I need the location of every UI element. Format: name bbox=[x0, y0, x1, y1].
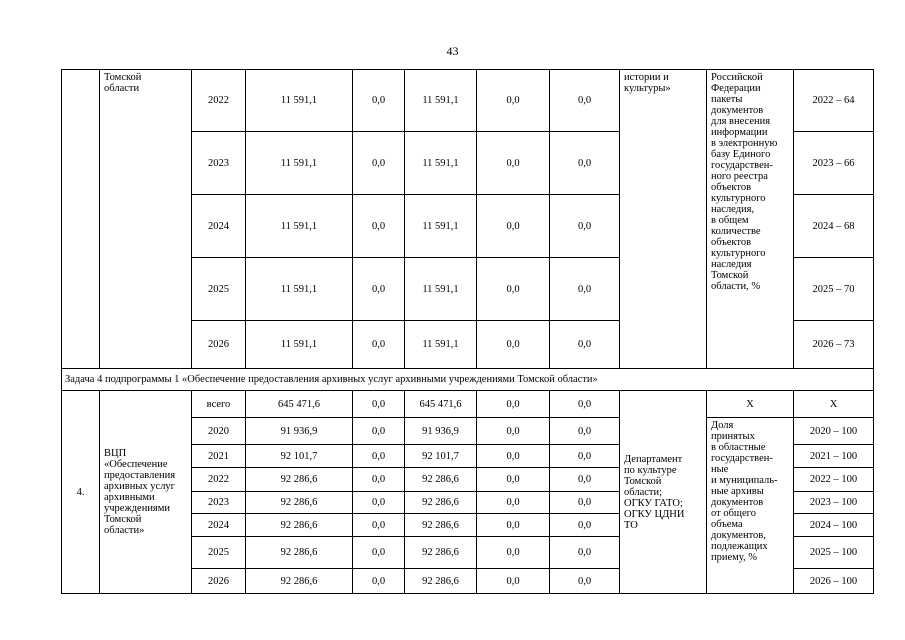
other-cell: 0,0 bbox=[550, 195, 620, 258]
federal-cell: 0,0 bbox=[353, 70, 405, 132]
municipal-cell: 0,0 bbox=[477, 569, 550, 594]
total-cell: 11 591,1 bbox=[246, 132, 353, 195]
municipal-cell: 0,0 bbox=[477, 445, 550, 468]
indicator-cell: Доля принятых в областные государствен- ные и муниципаль- ные архивы документов от общего объема документов, подлежащих приему, % bbox=[707, 418, 794, 594]
other-cell: 0,0 bbox=[550, 70, 620, 132]
other-cell: 0,0 bbox=[550, 258, 620, 321]
total-cell: 11 591,1 bbox=[246, 258, 353, 321]
regional-cell: 11 591,1 bbox=[405, 321, 477, 369]
regional-cell: 92 101,7 bbox=[405, 445, 477, 468]
municipal-cell: 0,0 bbox=[477, 492, 550, 514]
executor-cell: Департамент по культуре Томской области; ОГКУ ГАТО; ОГКУ ЦДНИ ТО bbox=[620, 391, 707, 594]
indicator-x-cell: Х bbox=[707, 391, 794, 418]
number-cell bbox=[62, 70, 100, 369]
year-cell: 2024 bbox=[192, 195, 246, 258]
total-cell: 92 286,6 bbox=[246, 492, 353, 514]
target-cell: 2026 – 73 bbox=[794, 321, 874, 369]
target-x-cell: Х bbox=[794, 391, 874, 418]
year-cell: 2020 bbox=[192, 418, 246, 445]
total-cell: 11 591,1 bbox=[246, 195, 353, 258]
total-cell: 91 936,9 bbox=[246, 418, 353, 445]
target-cell: 2022 – 64 bbox=[794, 70, 874, 132]
regional-cell: 11 591,1 bbox=[405, 195, 477, 258]
target-cell: 2023 – 66 bbox=[794, 132, 874, 195]
indicator-cell: Российской Федерации пакеты документов для внесения информации в электронную базу Единого государствен- ного реестра объектов культурного наследия, в общем количестве объектов культурного наследия Томской области, % bbox=[707, 70, 794, 369]
other-cell: 0,0 bbox=[550, 492, 620, 514]
target-cell: 2026 – 100 bbox=[794, 569, 874, 594]
municipal-cell: 0,0 bbox=[477, 258, 550, 321]
year-cell: 2022 bbox=[192, 468, 246, 492]
target-cell: 2024 – 68 bbox=[794, 195, 874, 258]
total-cell: 11 591,1 bbox=[246, 70, 353, 132]
total-cell: 11 591,1 bbox=[246, 321, 353, 369]
total-cell: 92 286,6 bbox=[246, 514, 353, 537]
regional-cell: 92 286,6 bbox=[405, 569, 477, 594]
federal-cell: 0,0 bbox=[353, 391, 405, 418]
other-cell: 0,0 bbox=[550, 132, 620, 195]
target-cell: 2024 – 100 bbox=[794, 514, 874, 537]
year-cell: 2026 bbox=[192, 321, 246, 369]
federal-cell: 0,0 bbox=[353, 492, 405, 514]
executor-cell: истории и культуры» bbox=[620, 70, 707, 369]
total-cell: 92 286,6 bbox=[246, 468, 353, 492]
year-cell: 2025 bbox=[192, 258, 246, 321]
federal-cell: 0,0 bbox=[353, 258, 405, 321]
target-cell: 2025 – 100 bbox=[794, 537, 874, 569]
program-table bbox=[61, 69, 874, 594]
target-cell: 2023 – 100 bbox=[794, 492, 874, 514]
other-cell: 0,0 bbox=[550, 391, 620, 418]
federal-cell: 0,0 bbox=[353, 195, 405, 258]
regional-cell: 92 286,6 bbox=[405, 514, 477, 537]
table-row bbox=[62, 70, 874, 132]
federal-cell: 0,0 bbox=[353, 132, 405, 195]
regional-cell: 91 936,9 bbox=[405, 418, 477, 445]
regional-cell: 11 591,1 bbox=[405, 70, 477, 132]
regional-cell: 92 286,6 bbox=[405, 468, 477, 492]
municipal-cell: 0,0 bbox=[477, 468, 550, 492]
target-cell: 2020 – 100 bbox=[794, 418, 874, 445]
regional-cell: 92 286,6 bbox=[405, 492, 477, 514]
municipal-cell: 0,0 bbox=[477, 195, 550, 258]
other-cell: 0,0 bbox=[550, 445, 620, 468]
year-cell: 2026 bbox=[192, 569, 246, 594]
other-cell: 0,0 bbox=[550, 418, 620, 445]
municipal-cell: 0,0 bbox=[477, 418, 550, 445]
measure-name-cell: ВЦП «Обеспечение предоставления архивных услуг архивными учреждениями Томской области» bbox=[100, 391, 192, 594]
total-cell: 92 286,6 bbox=[246, 537, 353, 569]
table-row bbox=[62, 391, 874, 418]
total-cell: 92 101,7 bbox=[246, 445, 353, 468]
other-cell: 0,0 bbox=[550, 321, 620, 369]
regional-cell: 92 286,6 bbox=[405, 537, 477, 569]
municipal-cell: 0,0 bbox=[477, 391, 550, 418]
regional-cell: 645 471,6 bbox=[405, 391, 477, 418]
municipal-cell: 0,0 bbox=[477, 514, 550, 537]
year-cell: всего bbox=[192, 391, 246, 418]
regional-cell: 11 591,1 bbox=[405, 132, 477, 195]
target-cell: 2025 – 70 bbox=[794, 258, 874, 321]
other-cell: 0,0 bbox=[550, 468, 620, 492]
page-number: 43 bbox=[446, 44, 459, 58]
target-cell: 2022 – 100 bbox=[794, 468, 874, 492]
other-cell: 0,0 bbox=[550, 537, 620, 569]
number-cell: 4. bbox=[62, 391, 100, 594]
year-cell: 2023 bbox=[192, 492, 246, 514]
federal-cell: 0,0 bbox=[353, 445, 405, 468]
federal-cell: 0,0 bbox=[353, 514, 405, 537]
federal-cell: 0,0 bbox=[353, 468, 405, 492]
municipal-cell: 0,0 bbox=[477, 321, 550, 369]
federal-cell: 0,0 bbox=[353, 537, 405, 569]
task-heading-row bbox=[62, 369, 874, 391]
other-cell: 0,0 bbox=[550, 569, 620, 594]
year-cell: 2021 bbox=[192, 445, 246, 468]
year-cell: 2025 bbox=[192, 537, 246, 569]
municipal-cell: 0,0 bbox=[477, 537, 550, 569]
year-cell: 2024 bbox=[192, 514, 246, 537]
federal-cell: 0,0 bbox=[353, 321, 405, 369]
total-cell: 92 286,6 bbox=[246, 569, 353, 594]
year-cell: 2023 bbox=[192, 132, 246, 195]
municipal-cell: 0,0 bbox=[477, 132, 550, 195]
federal-cell: 0,0 bbox=[353, 569, 405, 594]
federal-cell: 0,0 bbox=[353, 418, 405, 445]
task-heading: Задача 4 подпрограммы 1 «Обеспечение предоставления архивных услуг архивными учреждениями Томской области» bbox=[62, 369, 874, 391]
target-cell: 2021 – 100 bbox=[794, 445, 874, 468]
other-cell: 0,0 bbox=[550, 514, 620, 537]
regional-cell: 11 591,1 bbox=[405, 258, 477, 321]
year-cell: 2022 bbox=[192, 70, 246, 132]
measure-name-cell: Томской области bbox=[100, 70, 192, 369]
municipal-cell: 0,0 bbox=[477, 70, 550, 132]
total-cell: 645 471,6 bbox=[246, 391, 353, 418]
